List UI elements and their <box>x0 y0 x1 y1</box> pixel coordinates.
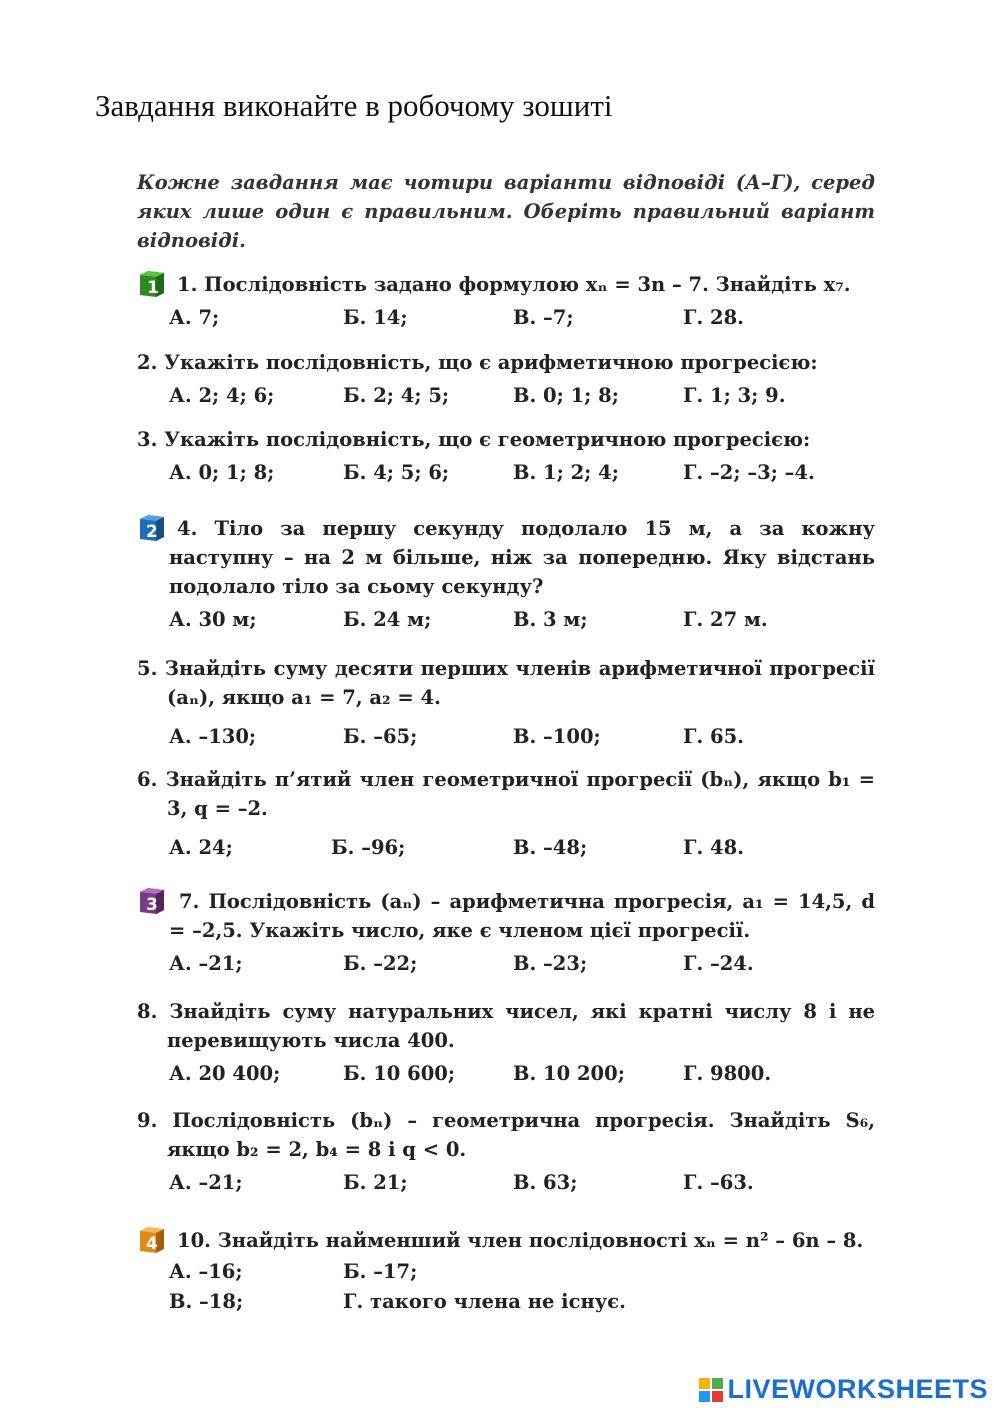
question-number: 1. <box>177 273 198 296</box>
option-v[interactable]: В. –48; <box>513 836 588 859</box>
brand-name: LIVEWORKSHEETS <box>727 1374 988 1404</box>
question-6 <box>137 765 875 863</box>
liveworksheets-icon <box>699 1378 723 1402</box>
level-1-label: 1 <box>147 278 159 298</box>
option-b[interactable]: Б. 14; <box>343 306 408 329</box>
option-b[interactable]: Б. –96; <box>331 836 406 859</box>
option-v[interactable]: В. 3 м; <box>513 608 588 631</box>
option-a[interactable]: А. 0; 1; 8; <box>169 461 275 484</box>
option-a[interactable]: А. 30 м; <box>169 608 257 631</box>
option-b[interactable]: Б. 21; <box>343 1171 408 1194</box>
question-2 <box>137 348 875 411</box>
answer-options <box>137 303 875 333</box>
option-a[interactable]: А. –21; <box>169 1171 243 1194</box>
option-a[interactable]: А. –21; <box>169 952 243 975</box>
answer-options <box>137 949 875 979</box>
question-text: 1. Послідовність задано формулою xₙ = 3n – 7. Знайдіть x₇. <box>177 273 851 296</box>
level-2-label: 2 <box>146 522 158 542</box>
question-number: 3. <box>137 428 158 451</box>
question-number: 6. <box>137 768 158 791</box>
answer-options <box>137 605 875 635</box>
question-7 <box>137 887 875 979</box>
option-g[interactable]: Г. 27 м. <box>683 608 768 631</box>
question-number: 2. <box>137 351 158 374</box>
option-a[interactable]: А. 2; 4; 6; <box>169 384 275 407</box>
option-g[interactable]: Г. 65. <box>683 725 744 748</box>
question-text: 8. Знайдіть суму натуральних чисел, які кратні числу 8 і не перевищують числа 400. <box>137 1000 876 1052</box>
option-a[interactable]: А. 24; <box>169 836 233 859</box>
level-4-label: 4 <box>146 1234 158 1254</box>
option-b[interactable]: Б. 2; 4; 5; <box>343 384 450 407</box>
answer-options <box>137 1257 875 1287</box>
level-3-label: 3 <box>146 895 158 915</box>
option-a[interactable]: А. –16; <box>169 1260 243 1283</box>
option-g[interactable]: Г. 28. <box>683 306 744 329</box>
question-4 <box>137 514 875 635</box>
option-g[interactable]: Г. 1; 3; 9. <box>683 384 786 407</box>
liveworksheets-logo <box>699 1374 988 1405</box>
option-b[interactable]: Б. 10 600; <box>343 1062 456 1085</box>
option-v[interactable]: В. –18; <box>169 1290 244 1313</box>
option-a[interactable]: А. 7; <box>169 306 220 329</box>
answer-options <box>137 458 875 488</box>
option-b[interactable]: Б. 4; 5; 6; <box>343 461 450 484</box>
question-number: 5. <box>137 657 158 680</box>
question-text: 3. Укажіть послідовність, що є геометричною прогресією: <box>137 428 811 451</box>
option-b[interactable]: Б. –22; <box>343 952 418 975</box>
option-a[interactable]: А. 20 400; <box>169 1062 281 1085</box>
option-b[interactable]: Б. 24 м; <box>343 608 432 631</box>
page-title: Завдання виконайте в робочому зошиті <box>95 88 613 123</box>
question-number: 10. <box>177 1229 211 1252</box>
answer-options <box>137 1059 875 1089</box>
option-v[interactable]: В. –100; <box>513 725 601 748</box>
option-v[interactable]: В. –23; <box>513 952 588 975</box>
question-text: 6. Знайдіть п’ятий член геометричної прогресії (bₙ), якщо b₁ = 3, q = –2. <box>137 768 875 820</box>
answer-options <box>137 1287 875 1317</box>
answer-options <box>137 381 875 411</box>
question-8 <box>137 997 875 1089</box>
question-text: 4. Тіло за першу секунду подолало 15 м, а за кожну наступну – на 2 м більше, ніж за попередню. Яку відстань подолало тіло за сьому секунду? <box>169 517 875 598</box>
answer-options <box>137 1168 875 1198</box>
option-v[interactable]: В. 0; 1; 8; <box>513 384 619 407</box>
question-9 <box>137 1106 875 1198</box>
question-text: 7. Послідовність (aₙ) – арифметична прогресія, a₁ = 14,5, d = –2,5. Укажіть число, яке є членом цієї прогресії. <box>169 890 875 942</box>
option-v[interactable]: В. 1; 2; 4; <box>513 461 619 484</box>
question-number: 9. <box>137 1109 158 1132</box>
question-5 <box>137 654 875 752</box>
question-10 <box>137 1226 875 1317</box>
option-b[interactable]: Б. –65; <box>343 725 418 748</box>
option-v[interactable]: В. –7; <box>513 306 574 329</box>
option-g[interactable]: Г. –24. <box>683 952 754 975</box>
instructions: Кожне завдання має чотири варіанти відповіді (А–Г), серед яких лише один є правильним. Оберіть правильний варіант відповіді. <box>137 171 875 252</box>
question-text: 9. Послідовність (bₙ) – геометрична прогресія. Знайдіть S₆, якщо b₂ = 2, b₄ = 8 і q < 0. <box>137 1109 875 1161</box>
option-g[interactable]: Г. –2; –3; –4. <box>683 461 815 484</box>
question-number: 7. <box>179 890 200 913</box>
answer-options <box>137 722 875 752</box>
question-text: 2. Укажіть послідовність, що є арифметичною прогресією: <box>137 351 818 374</box>
answer-options <box>137 833 875 863</box>
option-g[interactable]: Г. –63. <box>683 1171 754 1194</box>
question-text: 5. Знайдіть суму десяти перших членів арифметичної прогресії (aₙ), якщо a₁ = 7, a₂ = 4. <box>137 657 875 709</box>
option-v[interactable]: В. 63; <box>513 1171 578 1194</box>
option-g[interactable]: Г. 48. <box>683 836 744 859</box>
question-number: 4. <box>177 517 198 540</box>
question-1 <box>137 270 875 333</box>
option-a[interactable]: А. –130; <box>169 725 257 748</box>
question-3 <box>137 425 875 488</box>
option-b[interactable]: Б. –17; <box>343 1260 418 1283</box>
question-number: 8. <box>137 1000 158 1023</box>
option-g[interactable]: Г. 9800. <box>683 1062 772 1085</box>
option-v[interactable]: В. 10 200; <box>513 1062 625 1085</box>
question-text: 10. Знайдіть найменший член послідовності xₙ = n² – 6n – 8. <box>177 1229 864 1252</box>
option-g[interactable]: Г. такого члена не існує. <box>343 1290 626 1313</box>
